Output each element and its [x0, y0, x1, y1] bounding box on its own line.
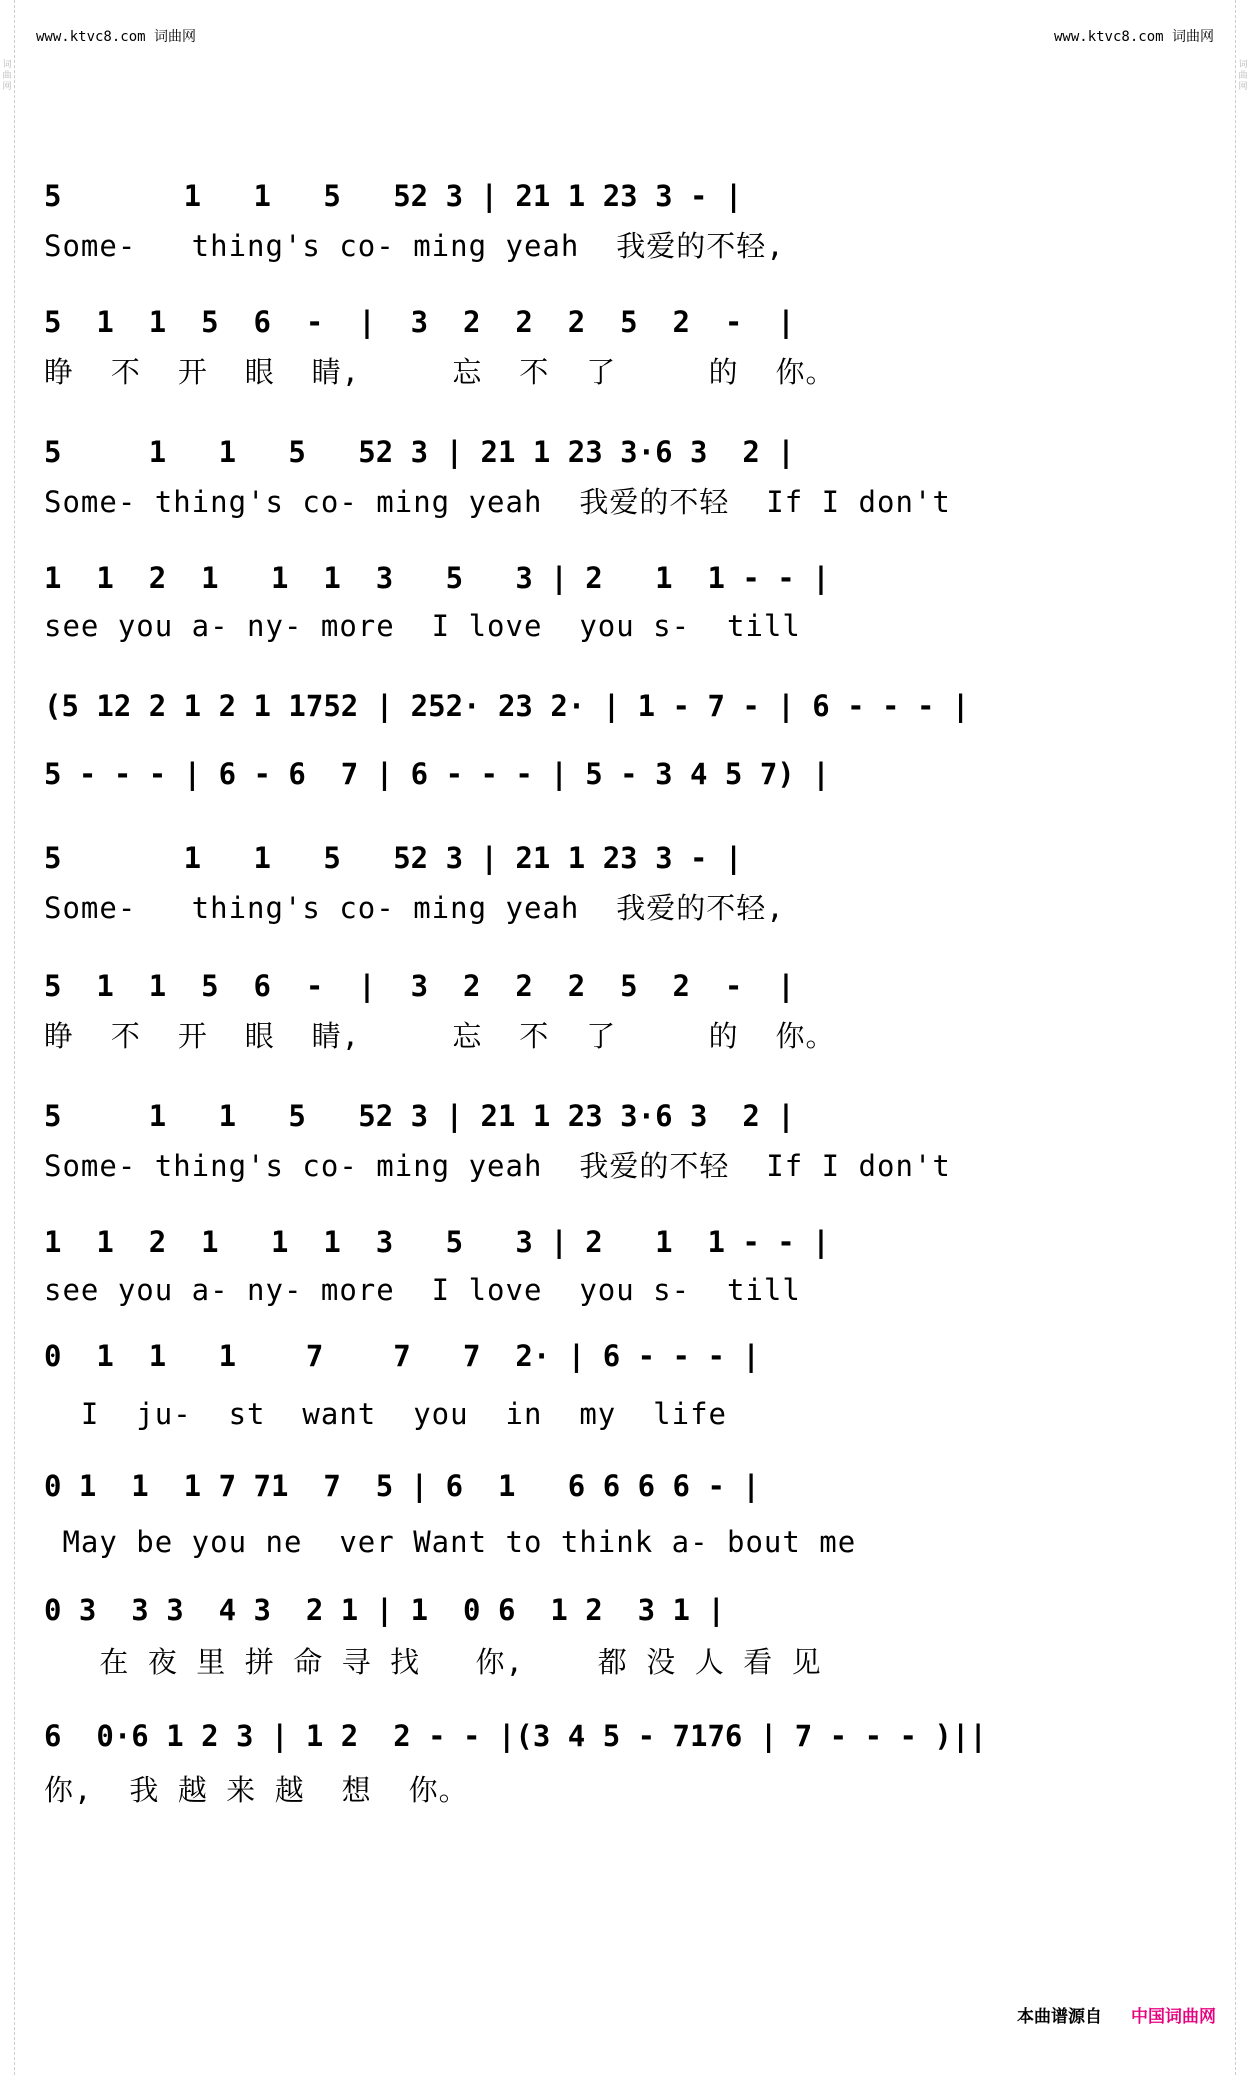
left-border [14, 0, 15, 2075]
notes-line: 5 1 1 5 52 3 | 21 1 23 3·6 3 2 | [44, 1099, 795, 1133]
notes-line: 5 1 1 5 52 3 | 21 1 23 3 - | [44, 841, 743, 875]
notes-line: 0 3 3 3 4 3 2 1 | 1 0 6 1 2 3 1 | [44, 1593, 725, 1627]
lyrics-line: see you a- ny- more I love you s- till [44, 609, 801, 643]
lyrics-line: Some- thing's co- ming yeah 我爱的不轻, [44, 891, 785, 925]
lyrics-line: May be you ne ver Want to think a- bout me [44, 1525, 857, 1559]
lyrics-line: 睁 不 开 眼 睛, 忘 不 了 的 你。 [44, 1019, 836, 1053]
header-site-left: www.ktvc8.com 词曲网 [36, 29, 197, 45]
notes-line: 5 - - - | 6 - 6 7 | 6 - - - | 5 - 3 4 5 7) | [44, 757, 830, 791]
lyrics-line: 在 夜 里 拼 命 寻 找 你, 都 没 人 看 见 [44, 1645, 822, 1679]
right-border [1235, 0, 1236, 2075]
notes-line: 0 1 1 1 7 71 7 5 | 6 1 6 6 6 6 - | [44, 1469, 760, 1503]
notes-line: (5 12 2 1 2 1 1752 | 252· 23 2· | 1 - 7 - | 6 - - - | [44, 689, 970, 723]
lyrics-line: Some- thing's co- ming yeah 我爱的不轻 If I don't [44, 1149, 951, 1183]
left-watermark: 词 曲 网 [2, 60, 12, 92]
lyrics-line: I ju- st want you in my life [44, 1397, 728, 1431]
notes-line: 1 1 2 1 1 1 3 5 3 | 2 1 1 - - | [44, 1225, 830, 1259]
lyrics-line: Some- thing's co- ming yeah 我爱的不轻 If I don't [44, 485, 951, 519]
notes-line: 5 1 1 5 6 - | 3 2 2 2 5 2 - | [44, 305, 795, 339]
lyrics-line: Some- thing's co- ming yeah 我爱的不轻, [44, 229, 785, 263]
notes-line: 5 1 1 5 6 - | 3 2 2 2 5 2 - | [44, 969, 795, 1003]
right-watermark: 词 曲 网 [1238, 60, 1248, 92]
footer-site-name: 中国词曲网 [1131, 2007, 1216, 2027]
notes-line: 5 1 1 5 52 3 | 21 1 23 3 - | [44, 179, 743, 213]
notes-line: 5 1 1 5 52 3 | 21 1 23 3·6 3 2 | [44, 435, 795, 469]
lyrics-line: see you a- ny- more I love you s- till [44, 1273, 801, 1307]
footer-source-label: 本曲谱源自 [1017, 2007, 1102, 2027]
notes-line: 6 0·6 1 2 3 | 1 2 2 - - |(3 4 5 - 7176 | 7 - - - )|| [44, 1719, 987, 1753]
notes-line: 1 1 2 1 1 1 3 5 3 | 2 1 1 - - | [44, 561, 830, 595]
lyrics-line: 你, 我 越 来 越 想 你。 [44, 1773, 469, 1807]
lyrics-line: 睁 不 开 眼 睛, 忘 不 了 的 你。 [44, 355, 836, 389]
notes-line: 0 1 1 1 7 7 7 2· | 6 - - - | [44, 1339, 760, 1373]
header-site-right: www.ktvc8.com 词曲网 [1053, 29, 1214, 45]
